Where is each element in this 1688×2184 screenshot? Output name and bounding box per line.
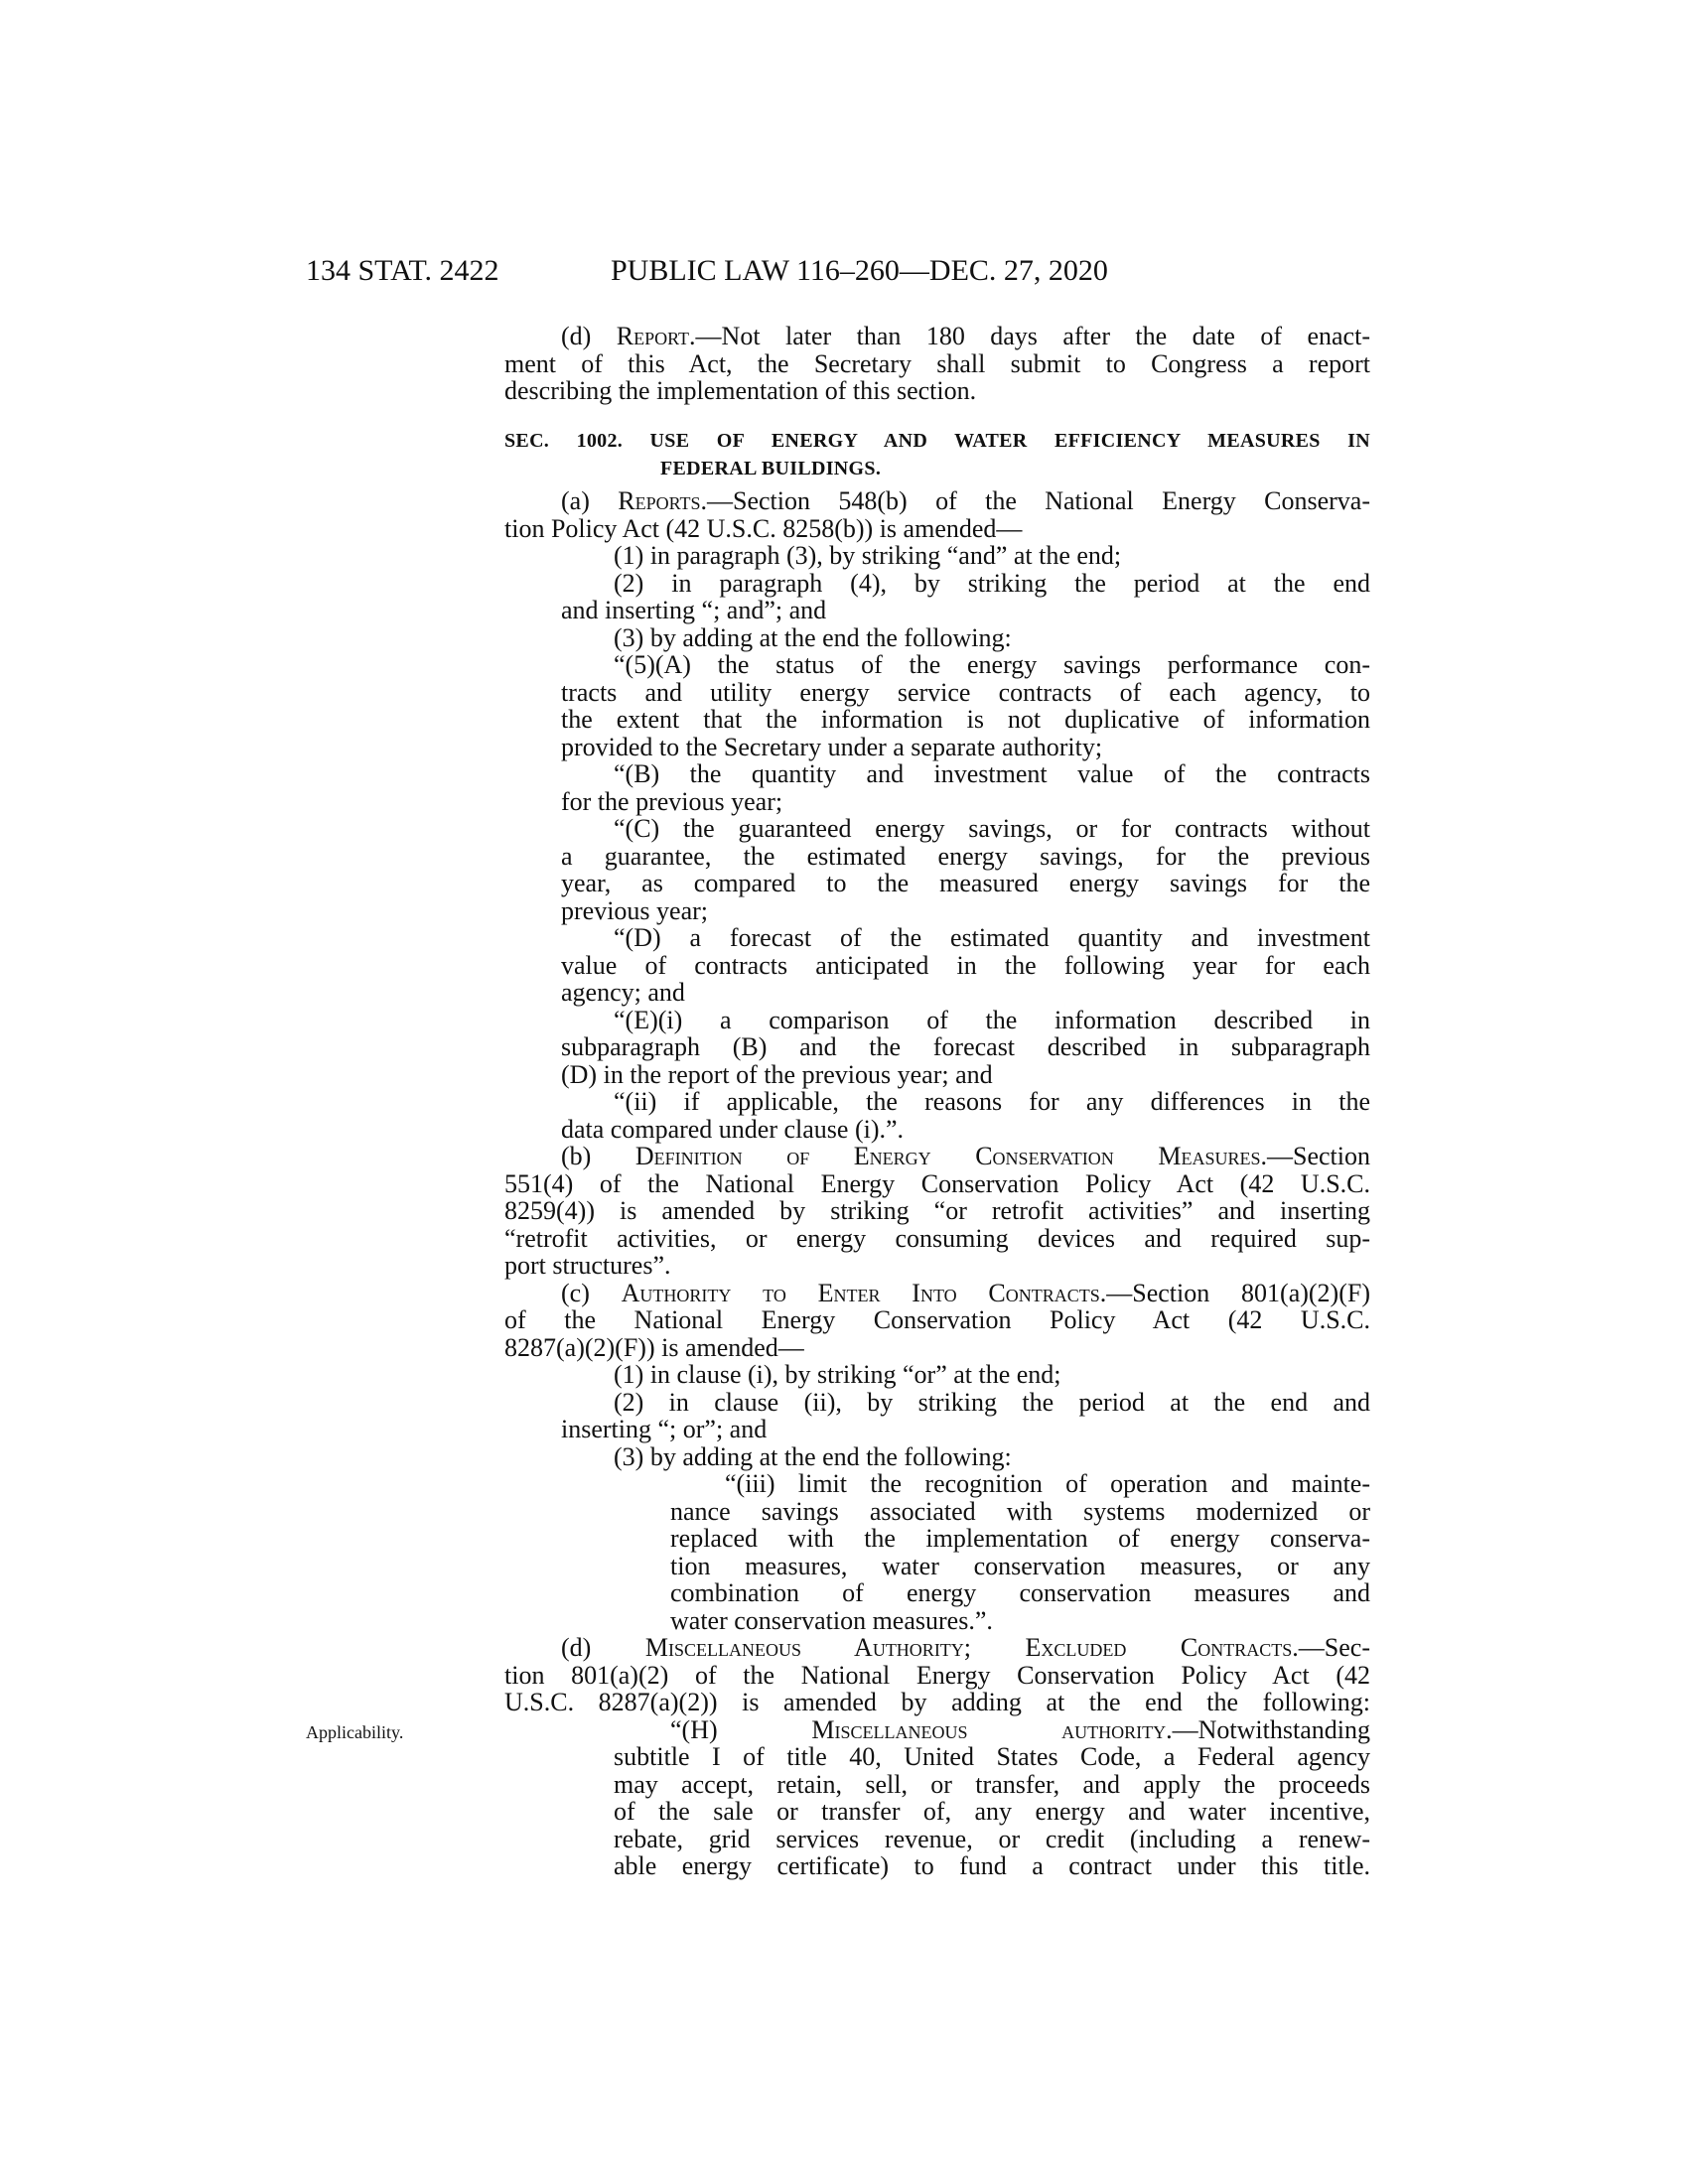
text-segment: tion 801(a)(2) of the National Energy Conservation Policy Act (42 <box>504 1660 1370 1690</box>
text-segment: (D) in the report of the previous year; and <box>561 1059 993 1089</box>
text-segment: “(5)(A) the status of the energy savings performance con- <box>614 650 1370 679</box>
text-line <box>504 515 1370 543</box>
subsection-heading: Authority to Enter Into Contracts. <box>621 1278 1107 1307</box>
subsection-heading: Miscellaneous Authority; Excluded Contracts. <box>644 1633 1299 1662</box>
text-line <box>614 1852 1370 1880</box>
text-segment: and inserting “; and”; and <box>561 596 827 624</box>
text-line <box>504 1306 1370 1334</box>
text-line <box>561 597 1370 624</box>
text-line <box>670 1525 1370 1553</box>
text-line <box>561 870 1370 897</box>
text-line <box>614 1826 1370 1853</box>
text-segment: of the sale or transfer of, any energy and water incentive, <box>614 1797 1370 1826</box>
text-line <box>504 350 1370 378</box>
text-line <box>670 1498 1370 1526</box>
text-segment: port structures”. <box>504 1251 671 1280</box>
subsection-heading: Reports. <box>618 486 708 515</box>
text-segment: “(D) a forecast of the estimated quantity and investment <box>614 923 1370 952</box>
text-line <box>561 679 1370 707</box>
text-line <box>614 1443 1370 1471</box>
text-line <box>670 1553 1370 1580</box>
text-segment: (d) <box>561 1633 645 1662</box>
text-line <box>614 570 1370 598</box>
text-line <box>561 1416 1370 1443</box>
text-segment: combination of energy conservation measures and <box>670 1578 1370 1607</box>
text-line <box>504 1334 1370 1362</box>
text-segment: 8259(4)) is amended by striking “or retrofit activities” and inserting <box>504 1196 1370 1225</box>
text-segment: tracts and utility energy service contracts of each agency, to <box>561 677 1370 707</box>
text-line <box>504 1662 1370 1690</box>
text-line <box>561 952 1370 980</box>
text-line <box>614 624 1370 652</box>
text-line <box>504 1689 1370 1716</box>
text-line <box>561 1280 1370 1307</box>
text-segment: agency; and <box>561 978 685 1007</box>
text-segment: —Not later than 180 days after the date of enact- <box>695 322 1370 350</box>
text-segment: “(iii) limit the recognition of operation and mainte- <box>725 1469 1370 1498</box>
text-segment: a guarantee, the estimated energy savings, for the previous <box>561 841 1370 871</box>
text-line <box>561 487 1370 515</box>
text-segment: water conservation measures.”. <box>670 1605 993 1635</box>
text-line <box>504 1197 1370 1225</box>
text-line <box>561 1634 1370 1662</box>
text-segment: describing the implementation of this section. <box>504 376 977 405</box>
text-line <box>614 651 1370 679</box>
text-line <box>504 1252 1370 1280</box>
text-segment: of the National Energy Conservation Policy Act (42 U.S.C. <box>504 1305 1370 1334</box>
text-line <box>561 1033 1370 1061</box>
text-segment: 551(4) of the National Energy Conservation Policy Act (42 U.S.C. <box>504 1168 1370 1198</box>
text-line <box>725 1470 1370 1498</box>
subsection-heading: Report. <box>616 322 696 350</box>
text-line <box>504 1170 1370 1198</box>
running-head: PUBLIC LAW 116–260—DEC. 27, 2020 <box>611 254 1108 287</box>
subsection-heading: Miscellaneous authority. <box>811 1714 1173 1744</box>
text-segment: able energy certificate) to fund a contract under this title. <box>614 1851 1370 1880</box>
text-line <box>561 706 1370 734</box>
text-segment: 8287(a)(2)(F)) is amended— <box>504 1332 804 1362</box>
text-segment: —Section 801(a)(2)(F) <box>1106 1278 1370 1307</box>
text-segment: value of contracts anticipated in the following year for each <box>561 950 1370 980</box>
text-line <box>614 760 1370 788</box>
text-line <box>561 323 1370 350</box>
text-line <box>614 1771 1370 1799</box>
text-line <box>504 1225 1370 1253</box>
text-segment: —Notwithstanding <box>1172 1714 1370 1744</box>
text-line <box>614 1007 1370 1034</box>
subsection-heading: Definition of Energy Conservation Measures. <box>634 1142 1267 1170</box>
text-segment: data compared under clause (i).”. <box>561 1114 905 1144</box>
text-segment: “(B) the quantity and investment value of the contracts <box>614 759 1370 788</box>
text-segment: the extent that the information is not duplicative of information <box>561 705 1370 734</box>
text-line <box>670 1579 1370 1607</box>
text-segment: FEDERAL BUILDINGS. <box>660 458 882 479</box>
text-segment: tion measures, water conservation measures, or any <box>670 1551 1370 1580</box>
text-segment: U.S.C. 8287(a)(2)) is amended by adding at the end the following: <box>504 1688 1370 1716</box>
text-segment: SEC. 1002. USE OF ENERGY AND WATER EFFICIENCY MEASURES IN <box>504 430 1370 452</box>
text-segment: replaced with the implementation of energy conserva- <box>670 1524 1370 1553</box>
text-segment: —Sec- <box>1298 1633 1370 1662</box>
text-segment: (d) <box>561 322 617 350</box>
text-segment: (1) in paragraph (3), by striking “and” at the end; <box>614 541 1122 570</box>
text-line <box>561 979 1370 1007</box>
text-segment: (2) in paragraph (4), by striking the period at the end <box>614 568 1370 598</box>
text-segment: (a) <box>561 486 619 515</box>
text-line <box>614 1088 1370 1116</box>
text-line <box>561 734 1370 761</box>
text-segment: inserting “; or”; and <box>561 1415 768 1443</box>
text-line <box>670 1607 1370 1635</box>
text-line <box>614 1389 1370 1417</box>
text-line <box>614 924 1370 952</box>
text-segment: (3) by adding at the end the following: <box>614 622 1012 652</box>
text-line <box>670 1716 1370 1744</box>
margin-note: Applicability. <box>306 1721 404 1742</box>
section-heading-line <box>660 456 1370 483</box>
text-line <box>614 1361 1370 1389</box>
text-segment: “retrofit activities, or energy consuming devices and required sup- <box>504 1223 1370 1253</box>
text-segment: provided to the Secretary under a separate authority; <box>561 732 1103 761</box>
text-segment: (1) in clause (i), by striking “or” at the end; <box>614 1360 1061 1389</box>
text-segment: —Section <box>1267 1142 1370 1170</box>
text-segment: year, as compared to the measured energy savings for the <box>561 869 1370 897</box>
text-line <box>614 1798 1370 1826</box>
text-line <box>561 1061 1370 1089</box>
section-heading-line <box>504 428 1370 456</box>
text-line <box>561 1143 1370 1170</box>
text-segment: (3) by adding at the end the following: <box>614 1441 1012 1471</box>
text-segment: previous year; <box>561 895 709 925</box>
page-number: 134 STAT. 2422 <box>306 254 499 287</box>
text-segment: (2) in clause (ii), by striking the period at the end and <box>614 1387 1370 1417</box>
text-line <box>561 1116 1370 1144</box>
text-line <box>614 815 1370 843</box>
text-segment: (b) <box>561 1142 635 1170</box>
text-segment: “(E)(i) a comparison of the information described in <box>614 1005 1370 1034</box>
text-line <box>561 788 1370 816</box>
text-segment: may accept, retain, sell, or transfer, and apply the proceeds <box>614 1769 1370 1799</box>
text-segment: subparagraph (B) and the forecast described in subparagraph <box>561 1032 1370 1061</box>
text-segment: “(ii) if applicable, the reasons for any differences in the <box>614 1087 1370 1116</box>
text-line <box>561 843 1370 871</box>
text-segment: nance savings associated with systems modernized or <box>670 1496 1370 1526</box>
text-segment: (c) <box>561 1278 622 1307</box>
text-segment: “(H) <box>670 1714 812 1744</box>
text-segment: “(C) the guaranteed energy savings, or for contracts without <box>614 814 1370 843</box>
text-segment: tion Policy Act (42 U.S.C. 8258(b)) is amended— <box>504 513 1023 543</box>
text-segment: rebate, grid services revenue, or credit (including a renew- <box>614 1824 1370 1853</box>
text-segment: subtitle I of title 40, United States Code, a Federal agency <box>614 1742 1370 1771</box>
text-segment: ment of this Act, the Secretary shall submit to Congress a report <box>504 348 1370 378</box>
text-segment: —Section 548(b) of the National Energy Conserva- <box>707 486 1370 515</box>
text-line <box>614 542 1370 570</box>
text-line <box>561 897 1370 925</box>
text-line <box>614 1743 1370 1771</box>
text-segment: for the previous year; <box>561 786 783 816</box>
text-line <box>504 377 1370 405</box>
